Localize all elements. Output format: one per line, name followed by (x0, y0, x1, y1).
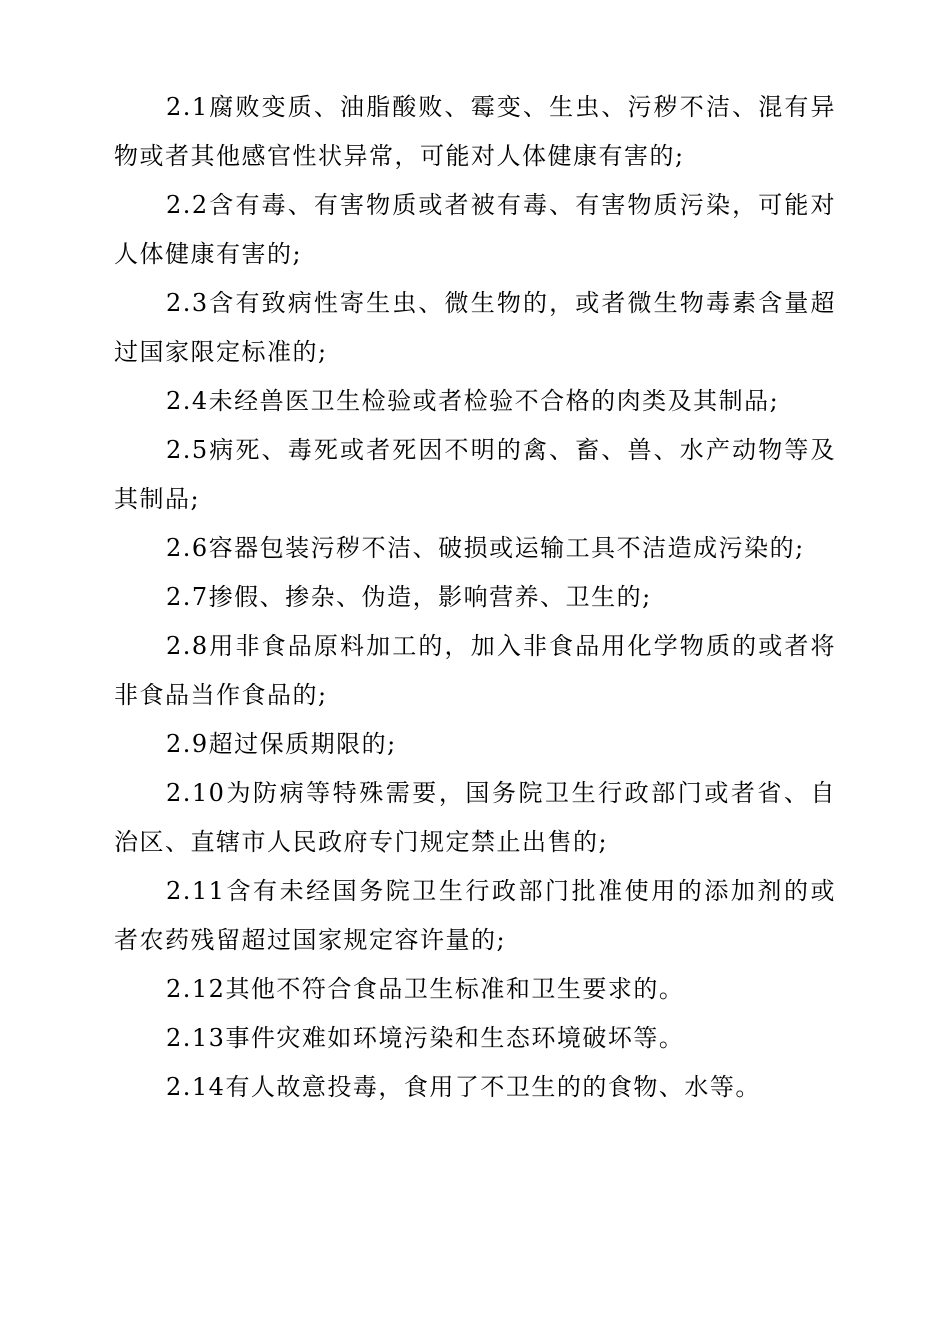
list-item: 2.2含有毒、有害物质或者被有毒、有害物质污染，可能对人体健康有害的; (114, 191, 836, 268)
list-item: 2.3含有致病性寄生虫、微生物的，或者微生物毒素含量超过国家限定标准的; (114, 289, 836, 366)
list-item: 2.7掺假、掺杂、伪造，影响营养、卫生的; (166, 583, 652, 611)
list-item: 2.11含有未经国务院卫生行政部门批准使用的添加剂的或者农药残留超过国家规定容许量的; (114, 877, 836, 954)
list-item: 2.5病死、毒死或者死因不明的禽、畜、兽、水产动物等及其制品; (114, 436, 836, 513)
list-item: 2.4未经兽医卫生检验或者检验不合格的肉类及其制品; (166, 387, 780, 415)
list-item: 2.14有人故意投毒，食用了不卫生的的食物、水等。 (166, 1073, 761, 1101)
list-item: 2.6容器包装污秽不洁、破损或运输工具不洁造成污染的; (166, 534, 805, 562)
list-item: 2.12其他不符合食品卫生标准和卫生要求的。 (166, 975, 685, 1003)
list-item: 2.10为防病等特殊需要，国务院卫生行政部门或者省、自治区、直辖市人民政府专门规定禁止出售的; (114, 779, 836, 856)
list-item: 2.8用非食品原料加工的，加入非食品用化学物质的或者将非食品当作食品的; (114, 632, 836, 709)
list-item: 2.1腐败变质、油脂酸败、霉变、生虫、污秽不洁、混有异物或者其他感官性状异常，可能对人体健康有害的; (114, 93, 836, 170)
document-body (114, 83, 836, 1112)
list-item: 2.9超过保质期限的; (166, 730, 397, 758)
list-item: 2.13事件灾难如环境污染和生态环境破坏等。 (166, 1024, 685, 1052)
